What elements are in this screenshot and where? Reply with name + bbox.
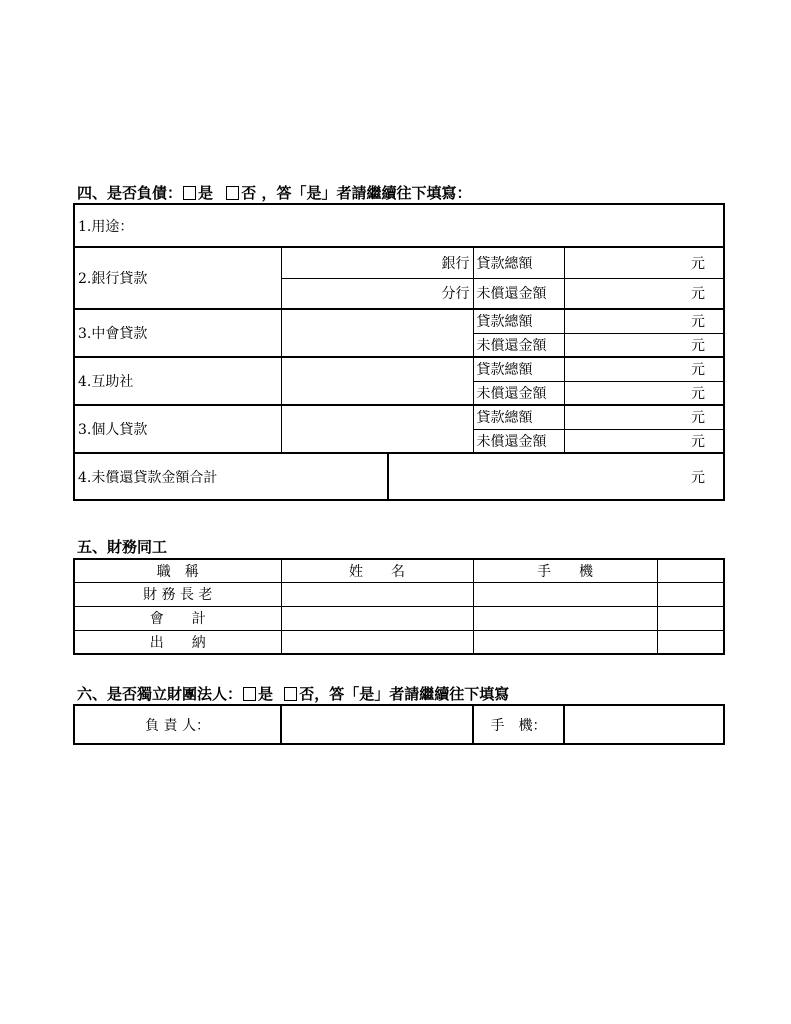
currency-label: 元 [691, 385, 705, 402]
mutual-aid-total-value[interactable] [564, 357, 724, 381]
branch-name-cell[interactable] [281, 278, 473, 309]
responsible-person-cell[interactable] [281, 705, 473, 744]
header-empty [657, 559, 724, 582]
row-label-accountant: 會 計 [74, 606, 281, 630]
currency-label: 元 [691, 314, 705, 331]
mutual-aid-unpaid-label: 未償還金額 [473, 381, 564, 405]
bank-unpaid-value[interactable] [564, 278, 724, 309]
accountant-mobile-cell[interactable] [473, 606, 657, 630]
personal-loan-total-label: 貸款總額 [473, 405, 564, 429]
currency-label: 元 [691, 337, 705, 354]
cashier-mobile-cell[interactable] [473, 630, 657, 654]
section5-title: 五、財務同工 [77, 538, 168, 556]
section6-title-prefix: 六、是否獨立財團法人： [77, 685, 243, 703]
debt-no-checkbox[interactable] [226, 186, 239, 200]
debt-yes-checkbox[interactable] [183, 186, 196, 200]
bank-loan-total-label: 貸款總額 [473, 247, 564, 278]
debt-yes-label: 是 [198, 184, 214, 202]
personal-loan-unpaid-label: 未償還金額 [473, 429, 564, 453]
personal-loan-total-value[interactable] [564, 405, 724, 429]
farmers-loan-label: 3.中會貸款 [74, 309, 281, 357]
currency-label: 元 [691, 362, 705, 379]
farmers-loan-total-value[interactable] [564, 309, 724, 333]
section6-heading [77, 685, 509, 703]
currency-label: 元 [691, 410, 705, 427]
header-name: 姓 名 [281, 559, 473, 582]
unpaid-total-label: 4.未償還貸款金額合計 [74, 453, 388, 500]
responsible-person-label: 負 責 人： [74, 705, 281, 744]
bank-suffix-label: 銀行 [441, 255, 470, 272]
finance-staff-table [73, 558, 725, 655]
purpose-label: 1.用途： [78, 218, 134, 235]
treasurer-elder-mobile-cell[interactable] [473, 582, 657, 606]
currency-label: 元 [691, 286, 705, 303]
header-mobile: 手 機 [473, 559, 657, 582]
bank-unpaid-label: 未償還金額 [473, 278, 564, 309]
farmers-loan-total-label: 貸款總額 [473, 309, 564, 333]
foundation-yes-label: 是 [258, 685, 274, 703]
purpose-cell[interactable] [74, 204, 724, 247]
personal-loan-unpaid-value[interactable] [564, 429, 724, 453]
accountant-extra-cell[interactable] [657, 606, 724, 630]
foundation-yes-checkbox[interactable] [243, 687, 256, 701]
personal-loan-name-cell[interactable] [281, 405, 473, 453]
debt-table [73, 203, 725, 501]
currency-label: 元 [691, 255, 705, 272]
currency-label: 元 [691, 469, 705, 486]
cashier-extra-cell[interactable] [657, 630, 724, 654]
unpaid-total-value[interactable] [388, 453, 724, 500]
bank-name-cell[interactable] [281, 247, 473, 278]
farmers-loan-name-cell[interactable] [281, 309, 473, 357]
bank-loan-label: 2.銀行貸款 [74, 247, 281, 309]
mutual-aid-label: 4.互助社 [74, 357, 281, 405]
section6-title-suffix: ，答「是」者請繼續往下填寫 [314, 685, 510, 703]
treasurer-elder-extra-cell[interactable] [657, 582, 724, 606]
currency-label: 元 [691, 433, 705, 450]
section4-title-prefix: 四、是否負債： [77, 184, 183, 202]
farmers-loan-unpaid-label: 未償還金額 [473, 333, 564, 357]
bank-loan-total-value[interactable] [564, 247, 724, 278]
section4-title-suffix: ，答「是」者請繼續往下填寫： [261, 184, 472, 202]
personal-loan-label: 3.個人貸款 [74, 405, 281, 453]
mutual-aid-total-label: 貸款總額 [473, 357, 564, 381]
foundation-mobile-cell[interactable] [564, 705, 724, 744]
foundation-no-checkbox[interactable] [284, 687, 297, 701]
header-title: 職 稱 [74, 559, 281, 582]
cashier-name-cell[interactable] [281, 630, 473, 654]
treasurer-elder-name-cell[interactable] [281, 582, 473, 606]
branch-suffix-label: 分行 [441, 286, 470, 303]
debt-no-label: 否 [241, 184, 257, 202]
mutual-aid-unpaid-value[interactable] [564, 381, 724, 405]
accountant-name-cell[interactable] [281, 606, 473, 630]
foundation-no-label: 否 [299, 685, 315, 703]
row-label-cashier: 出 納 [74, 630, 281, 654]
foundation-mobile-label: 手 機： [473, 705, 564, 744]
mutual-aid-name-cell[interactable] [281, 357, 473, 405]
foundation-table [73, 704, 725, 745]
farmers-loan-unpaid-value[interactable] [564, 333, 724, 357]
section4-heading [77, 184, 472, 202]
row-label-treasurer-elder: 財 務 長 老 [74, 582, 281, 606]
